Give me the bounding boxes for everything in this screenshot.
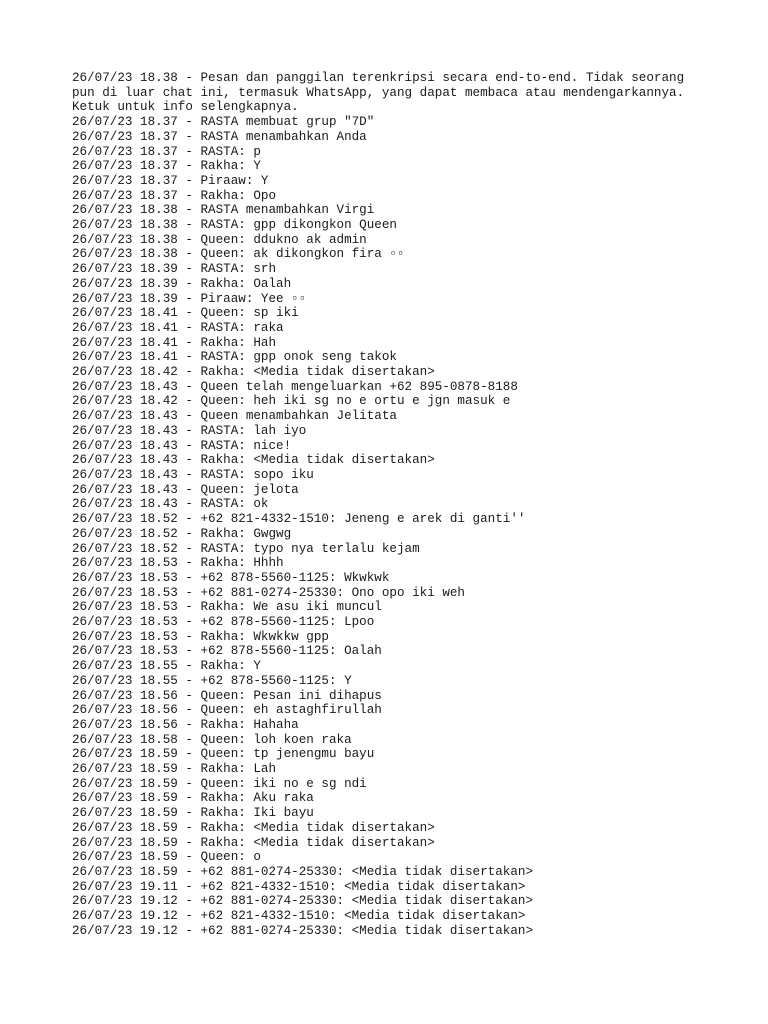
chat-log-line: 26/07/23 18.59 - Queen: o (72, 850, 261, 865)
chat-log-line: 26/07/23 18.43 - RASTA: ok (72, 497, 269, 512)
chat-log-line: 26/07/23 18.43 - Rakha: <Media tidak disertakan> (72, 453, 435, 468)
encryption-notice-line: pun di luar chat ini, termasuk WhatsApp, yang dapat membaca atau mendengarkannya. (72, 85, 685, 100)
chat-log-line: 26/07/23 19.12 - +62 881-0274-25330: <Media tidak disertakan> (72, 923, 534, 938)
chat-log-line: 26/07/23 18.52 - +62 821-4332-1510: Jeneng e arek di ganti'' (72, 512, 526, 527)
chat-log-line: 26/07/23 18.59 - +62 881-0274-25330: <Media tidak disertakan> (72, 864, 534, 879)
chat-log-line: 26/07/23 18.43 - RASTA: nice! (72, 438, 292, 453)
chat-log-line: 26/07/23 18.53 - +62 881-0274-25330: Ono opo iki weh (72, 585, 465, 600)
chat-log-line: 26/07/23 18.43 - RASTA: sopo iku (72, 467, 314, 482)
chat-log-line: 26/07/23 18.38 - Queen: ddukno ak admin (72, 232, 367, 247)
chat-log-line: 26/07/23 18.59 - Rakha: <Media tidak disertakan> (72, 820, 435, 835)
chat-log-line: 26/07/23 18.37 - Rakha: Opo (72, 188, 277, 203)
chat-log-line: 26/07/23 18.42 - Rakha: <Media tidak disertakan> (72, 365, 435, 380)
encryption-notice-line: 26/07/23 18.38 - Pesan dan panggilan terenkripsi secara end-to-end. Tidak seorang (72, 71, 685, 85)
chat-log-line: 26/07/23 18.52 - RASTA: typo nya terlalu kejam (72, 541, 420, 556)
chat-log-line: 26/07/23 18.59 - Rakha: Aku raka (72, 791, 314, 806)
chat-log-line: 26/07/23 18.39 - Piraaw: Yee ▫▫ (72, 291, 307, 306)
chat-log-line: 26/07/23 18.56 - Queen: Pesan ini dihapus (72, 688, 382, 703)
chat-log-line: 26/07/23 18.37 - Rakha: Y (72, 159, 261, 174)
chat-export-text (72, 71, 712, 938)
encryption-notice-line: Ketuk untuk info selengkapnya. (72, 100, 299, 115)
chat-log-line: 26/07/23 18.37 - RASTA membuat grup "7D" (72, 115, 375, 130)
chat-log-line: 26/07/23 18.39 - Rakha: Oalah (72, 276, 292, 291)
chat-log-line: 26/07/23 19.11 - +62 821-4332-1510: <Media tidak disertakan> (72, 879, 526, 894)
chat-log-line: 26/07/23 18.38 - RASTA menambahkan Virgi (72, 203, 375, 218)
chat-log-line: 26/07/23 18.59 - Rakha: Iki bayu (72, 806, 314, 821)
chat-log-line: 26/07/23 18.38 - RASTA: gpp dikongkon Queen (72, 218, 397, 233)
chat-log-line: 26/07/23 18.58 - Queen: loh koen raka (72, 732, 352, 747)
chat-log-line: 26/07/23 18.56 - Rakha: Hahaha (72, 717, 299, 732)
chat-log-line: 26/07/23 18.37 - RASTA menambahkan Anda (72, 129, 367, 144)
chat-log-line: 26/07/23 18.43 - Queen: jelota (72, 482, 299, 497)
chat-log-line: 26/07/23 18.37 - Piraaw: Y (72, 173, 269, 188)
chat-log-line: 26/07/23 18.43 - Queen telah mengeluarkan +62 895-0878-8188 (72, 379, 518, 394)
chat-log-line: 26/07/23 18.55 - +62 878-5560-1125: Y (72, 673, 352, 688)
chat-log-line: 26/07/23 18.53 - Rakha: Hhhh (72, 556, 284, 571)
chat-log-line: 26/07/23 18.41 - Queen: sp iki (72, 306, 299, 321)
chat-log-line: 26/07/23 18.53 - Rakha: We asu iki muncul (72, 600, 382, 615)
chat-log-line: 26/07/23 18.59 - Queen: iki no e sg ndi (72, 776, 367, 791)
chat-log-line: 26/07/23 18.43 - Queen menambahkan Jelitata (72, 409, 397, 424)
chat-log-line: 26/07/23 19.12 - +62 881-0274-25330: <Media tidak disertakan> (72, 894, 534, 909)
chat-log-line: 26/07/23 18.52 - Rakha: Gwgwg (72, 526, 292, 541)
chat-log-line: 26/07/23 18.37 - RASTA: p (72, 144, 261, 159)
chat-log-line: 26/07/23 18.39 - RASTA: srh (72, 262, 277, 277)
chat-log-line: 26/07/23 18.59 - Rakha: <Media tidak disertakan> (72, 835, 435, 850)
chat-log-line: 26/07/23 18.53 - Rakha: Wkwkkw gpp (72, 629, 329, 644)
chat-log-line: 26/07/23 18.42 - Queen: heh iki sg no e ortu e jgn masuk e (72, 394, 511, 409)
chat-log-line: 26/07/23 18.55 - Rakha: Y (72, 659, 261, 674)
chat-log-line: 26/07/23 18.59 - Queen: tp jenengmu bayu (72, 747, 375, 762)
chat-log-line: 26/07/23 18.53 - +62 878-5560-1125: Oalah (72, 644, 382, 659)
chat-log-line: 26/07/23 18.41 - RASTA: raka (72, 320, 284, 335)
chat-log-line: 26/07/23 18.43 - RASTA: lah iyo (72, 423, 307, 438)
chat-log-line: 26/07/23 18.59 - Rakha: Lah (72, 762, 277, 777)
chat-log-line: 26/07/23 18.53 - +62 878-5560-1125: Lpoo (72, 615, 375, 630)
chat-log-line: 26/07/23 19.12 - +62 821-4332-1510: <Media tidak disertakan> (72, 909, 526, 924)
chat-log-line: 26/07/23 18.41 - RASTA: gpp onok seng takok (72, 350, 397, 365)
chat-log-line: 26/07/23 18.41 - Rakha: Hah (72, 335, 277, 350)
chat-log-line: 26/07/23 18.56 - Queen: eh astaghfirullah (72, 703, 382, 718)
chat-log-line: 26/07/23 18.53 - +62 878-5560-1125: Wkwkwk (72, 570, 390, 585)
chat-log-line: 26/07/23 18.38 - Queen: ak dikongkon fira ▫▫ (72, 247, 405, 262)
